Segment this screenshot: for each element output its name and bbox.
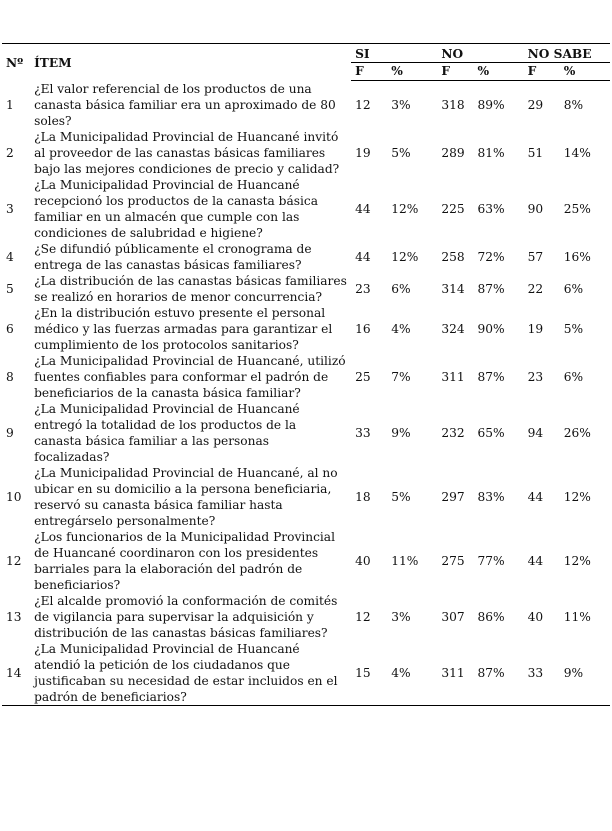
row-si-frequency: 33 [355, 425, 371, 440]
row-no-sabe-percent: 11% [563, 609, 591, 624]
table-row [2, 465, 610, 529]
row-no-sabe-frequency: 90 [527, 201, 544, 216]
row-item-question: ¿La Municipalidad Provincial de Huancané atendió la petición de los ciudadanos que justificaban su necesidad de estar incluidos en el padrón de beneficiarios? [30, 641, 351, 706]
header-si: SI [351, 44, 437, 63]
row-no-sabe-frequency: 22 [527, 281, 544, 296]
header-ns-f: F [524, 63, 560, 81]
row-no-percent: 65% [477, 425, 505, 440]
row-no-frequency: 225 [441, 201, 465, 216]
row-si-frequency: 40 [355, 553, 371, 568]
row-number: 8 [6, 369, 14, 384]
row-no-frequency: 318 [441, 97, 465, 112]
row-si-percent: 9% [391, 425, 411, 440]
row-number: 1 [6, 97, 14, 112]
row-si-frequency: 18 [355, 489, 371, 504]
row-item-question: ¿La distribución de las canastas básicas familiares se realizó en horarios de menor concurrencia? [34, 273, 347, 304]
row-no-sabe-percent: 14% [563, 145, 591, 160]
row-item-question: ¿La Municipalidad Provincial de Huancané, utilizó fuentes confiables para conformar el padrón de beneficiarios de la canasta básica familiar? [34, 353, 346, 400]
table-row [2, 305, 610, 353]
row-no-sabe-percent: 16% [563, 249, 591, 264]
row-number: 3 [6, 201, 14, 216]
row-item-question: ¿El valor referencial de los productos de una canasta básica familiar era un aproximado de 80 soles? [34, 81, 336, 128]
row-si-percent: 6% [391, 281, 411, 296]
row-number: 10 [6, 489, 22, 504]
row-item-question: ¿La Municipalidad Provincial de Huancané entregó la totalidad de los productos de la canasta básica familiar a las personas focalizadas? [34, 401, 300, 464]
table-row [2, 641, 610, 706]
row-no-frequency: 275 [441, 553, 465, 568]
row-no-sabe-percent: 25% [563, 201, 591, 216]
row-no-frequency: 289 [441, 145, 465, 160]
row-si-frequency: 44 [355, 201, 371, 216]
row-si-percent: 12% [391, 201, 419, 216]
row-number: 4 [6, 249, 14, 264]
header-no-sabe: NO SABE [524, 44, 610, 63]
header-no-pct: % [474, 63, 524, 81]
table-row [2, 401, 610, 465]
row-number: 9 [6, 425, 14, 440]
row-no-sabe-percent: 6% [563, 369, 584, 384]
row-no-sabe-percent: 12% [563, 489, 591, 504]
table-row [2, 81, 610, 129]
row-no-sabe-percent: 8% [563, 97, 584, 112]
row-no-percent: 89% [477, 97, 505, 112]
row-si-percent: 3% [391, 97, 411, 112]
row-si-percent: 7% [391, 369, 411, 384]
header-ns-pct: % [560, 63, 610, 81]
row-no-percent: 86% [477, 609, 505, 624]
row-no-percent: 87% [477, 281, 505, 296]
row-no-frequency: 311 [441, 369, 465, 384]
row-no-percent: 63% [477, 201, 505, 216]
row-no-frequency: 324 [441, 321, 465, 336]
row-si-frequency: 44 [355, 249, 371, 264]
row-no-percent: 90% [477, 321, 505, 336]
table-row [2, 129, 610, 177]
table-row [2, 529, 610, 593]
survey-results-table [2, 43, 610, 706]
table-header [2, 44, 610, 81]
row-no-sabe-frequency: 57 [527, 249, 544, 264]
row-no-sabe-percent: 6% [563, 281, 584, 296]
row-no-percent: 77% [477, 553, 505, 568]
row-number: 13 [6, 609, 22, 624]
row-no-sabe-frequency: 51 [527, 145, 544, 160]
row-si-percent: 12% [391, 249, 419, 264]
row-no-frequency: 232 [441, 425, 465, 440]
row-no-sabe-frequency: 44 [527, 489, 544, 504]
row-si-frequency: 12 [355, 97, 371, 112]
row-no-frequency: 314 [441, 281, 465, 296]
row-no-sabe-frequency: 44 [527, 553, 544, 568]
row-item-question: ¿La Municipalidad Provincial de Huancané, al no ubicar en su domicilio a la persona beneficiaria, reservó su canasta básica familiar hasta entregárselo personalmente? [34, 465, 338, 528]
row-number: 2 [6, 145, 14, 160]
header-number: Nº [2, 44, 30, 81]
row-no-frequency: 297 [441, 489, 465, 504]
row-no-frequency: 307 [441, 609, 465, 624]
row-si-frequency: 15 [351, 641, 387, 706]
row-no-percent: 81% [477, 145, 505, 160]
row-item-question: ¿La Municipalidad Provincial de Huancané invitó al proveedor de las canastas básicas familiares bajo las mejores condiciones de precio y calidad? [34, 129, 340, 176]
table-row [2, 593, 610, 641]
row-si-percent: 11% [391, 553, 419, 568]
row-si-percent: 5% [391, 489, 411, 504]
row-no-percent: 87% [477, 369, 505, 384]
row-no-percent: 72% [477, 249, 505, 264]
row-no-sabe-percent: 26% [563, 425, 591, 440]
row-no-sabe-percent: 12% [563, 553, 591, 568]
row-no-sabe-frequency: 33 [524, 641, 560, 706]
row-no-sabe-frequency: 40 [527, 609, 544, 624]
row-no-frequency: 258 [441, 249, 465, 264]
row-item-question: ¿Se difundió públicamente el cronograma de entrega de las canastas básicas familiares? [34, 241, 312, 272]
header-si-pct: % [387, 63, 437, 81]
row-number: 12 [6, 553, 22, 568]
header-no-f: F [437, 63, 473, 81]
row-si-percent: 4% [391, 321, 411, 336]
row-number: 14 [2, 641, 30, 706]
header-item: ÍTEM [30, 44, 351, 81]
header-no: NO [437, 44, 523, 63]
row-si-frequency: 16 [355, 321, 371, 336]
table-row [2, 273, 610, 305]
row-si-percent: 5% [391, 145, 411, 160]
row-no-sabe-percent: 5% [563, 321, 584, 336]
row-no-sabe-percent: 9% [560, 641, 610, 706]
row-si-frequency: 19 [355, 145, 371, 160]
row-item-question: ¿Los funcionarios de la Municipalidad Provincial de Huancané coordinaron con los presidentes barriales para la elaboración del padrón de beneficiarios? [34, 529, 335, 592]
row-si-frequency: 23 [355, 281, 371, 296]
row-no-sabe-frequency: 19 [527, 321, 544, 336]
table-row [2, 353, 610, 401]
table-row [2, 241, 610, 273]
row-no-frequency: 311 [437, 641, 473, 706]
row-si-percent: 4% [387, 641, 437, 706]
row-item-question: ¿La Municipalidad Provincial de Huancané recepcionó los productos de la canasta básica familiar en un almacén que cumple con las condiciones de salubridad e higiene? [34, 177, 318, 240]
row-item-question: ¿En la distribución estuvo presente el personal médico y las fuerzas armadas para garantizar el cumplimiento de los protocolos sanitarios? [34, 305, 333, 352]
row-number: 5 [6, 281, 14, 296]
table-row [2, 177, 610, 241]
row-si-frequency: 12 [355, 609, 371, 624]
row-si-percent: 3% [391, 609, 411, 624]
table-body [2, 81, 610, 706]
header-si-f: F [351, 63, 387, 81]
row-no-sabe-frequency: 29 [527, 97, 544, 112]
row-no-sabe-frequency: 94 [527, 425, 544, 440]
row-item-question: ¿El alcalde promovió la conformación de comités de vigilancia para supervisar la adquisición y distribución de las canastas básicas familiares? [34, 593, 338, 640]
row-no-sabe-frequency: 23 [527, 369, 544, 384]
row-number: 6 [6, 321, 14, 336]
row-no-percent: 87% [474, 641, 524, 706]
row-si-frequency: 25 [355, 369, 371, 384]
row-no-percent: 83% [477, 489, 505, 504]
